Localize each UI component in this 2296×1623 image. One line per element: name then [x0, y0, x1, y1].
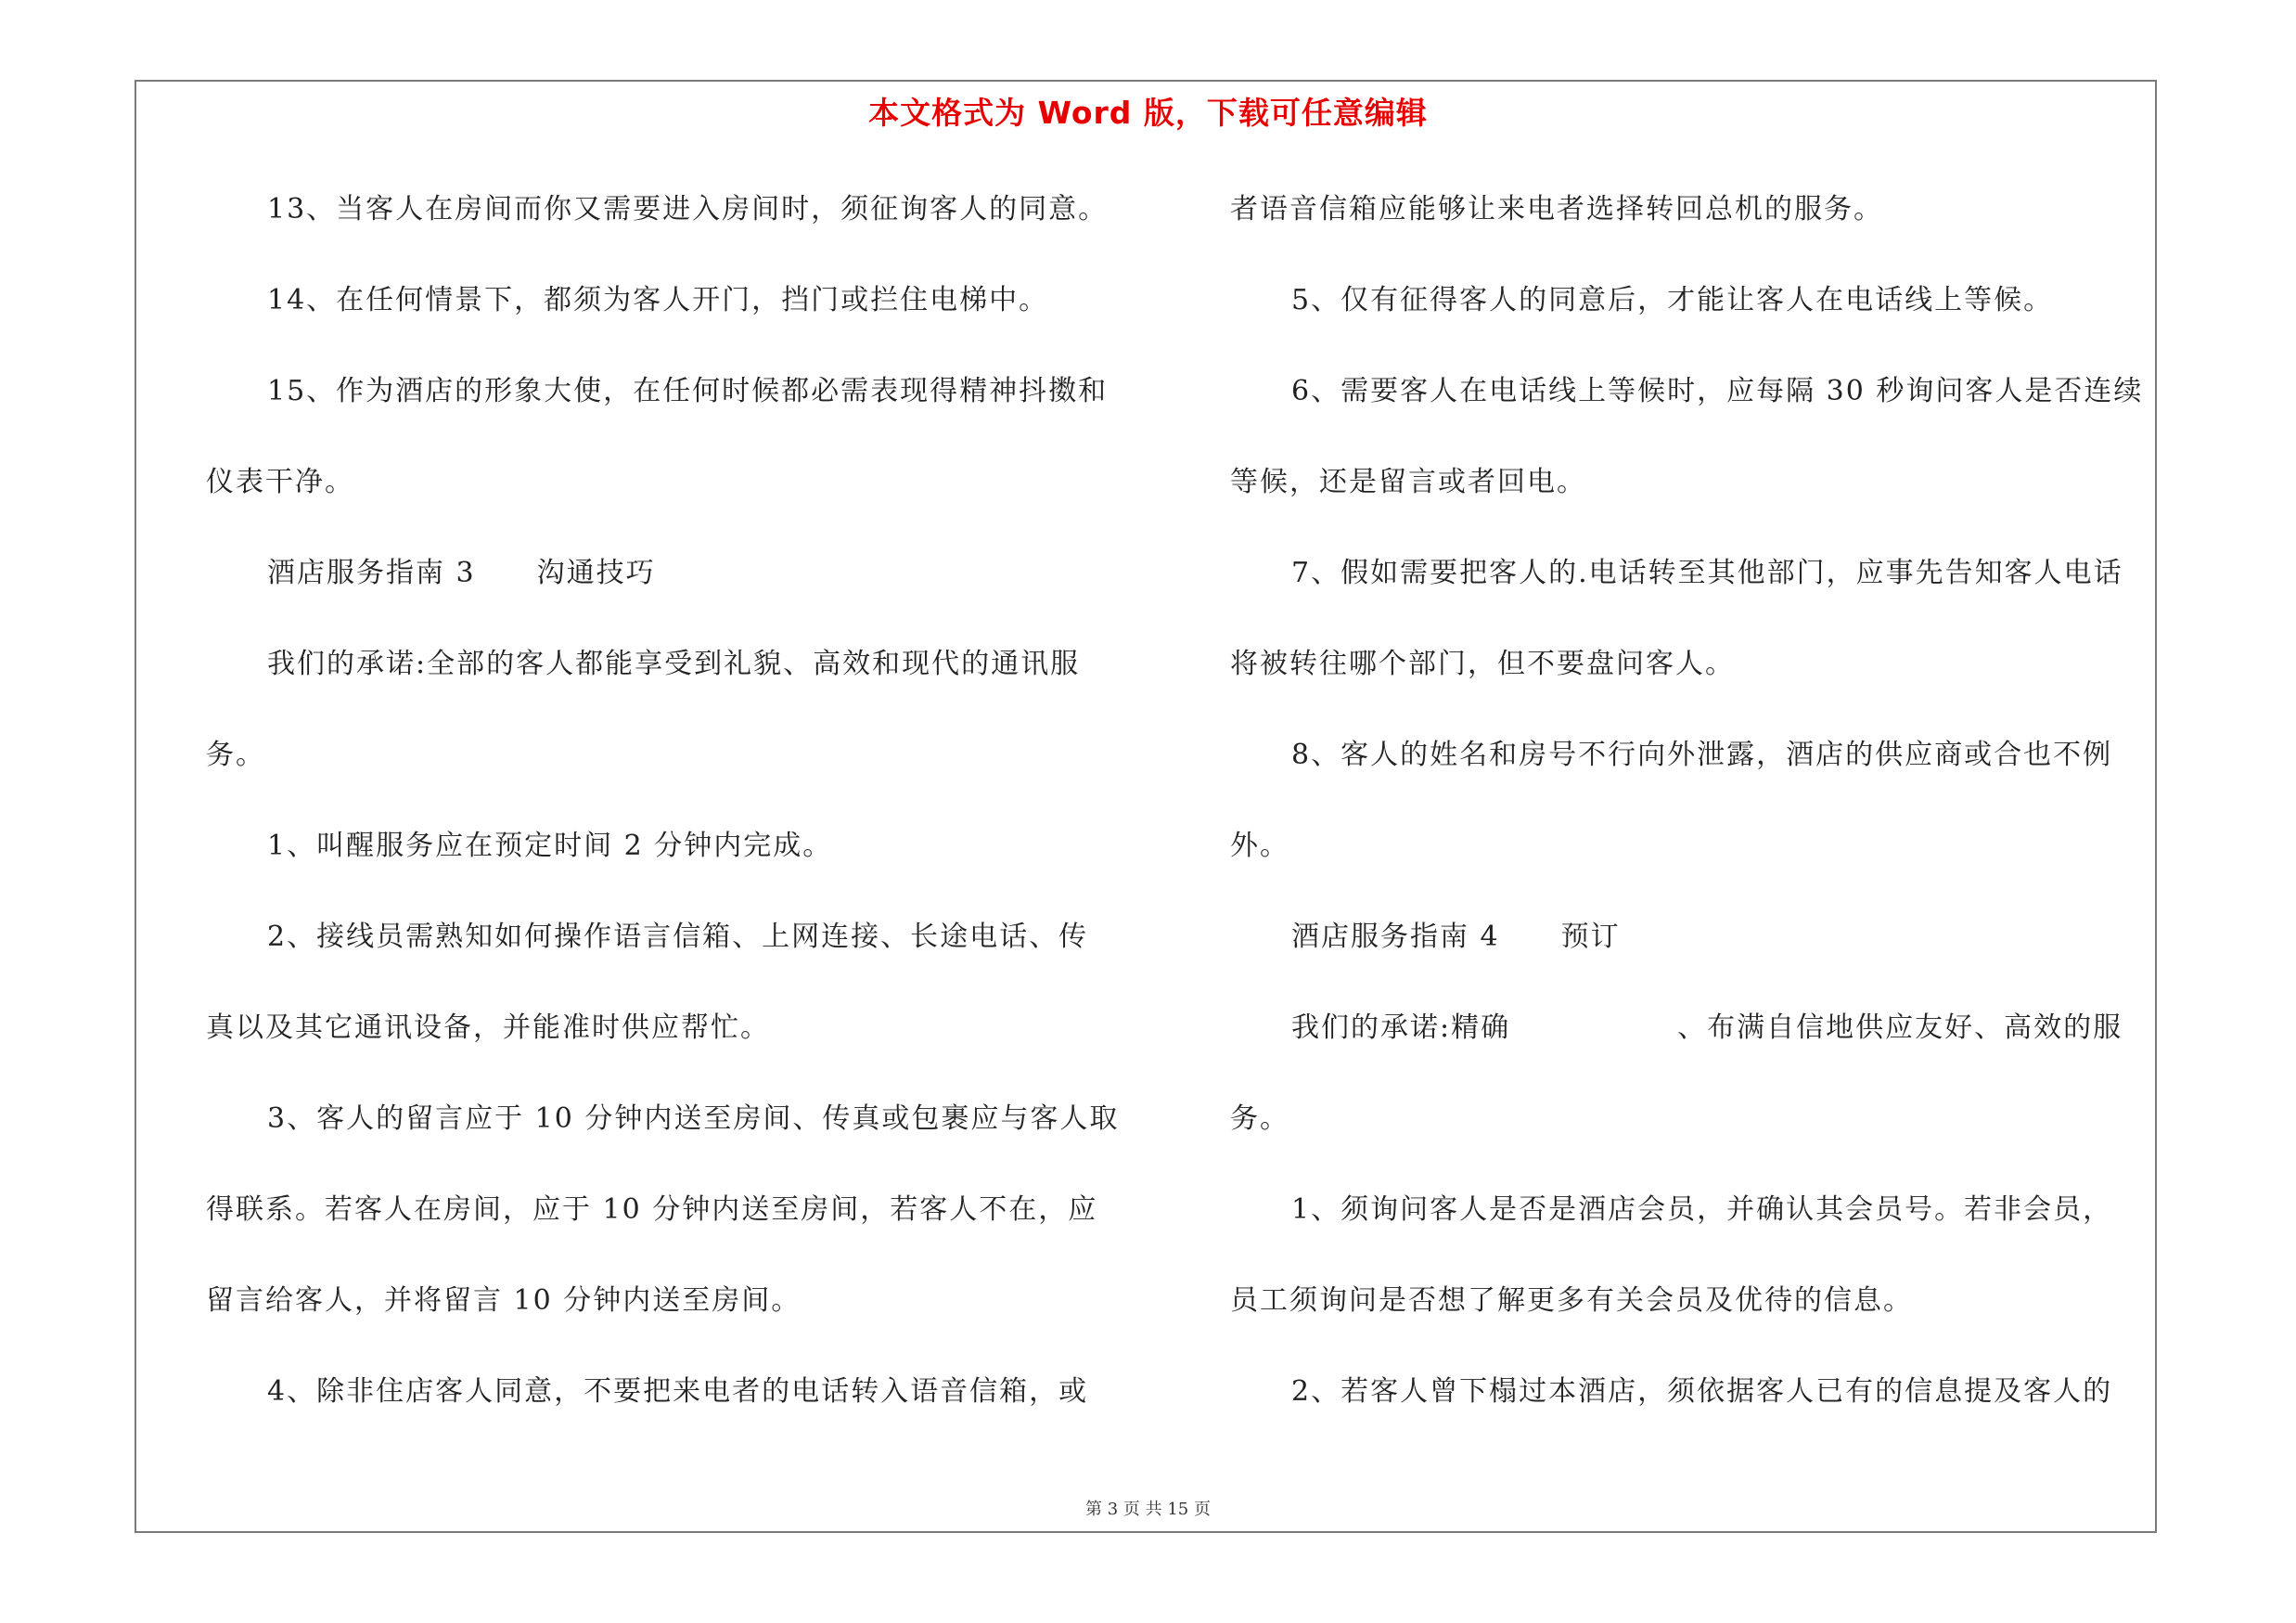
- line-text: 3、客人的留言应于 10 分钟内送至房间、传真或包裹应与客人取: [267, 1102, 1120, 1135]
- text-line: [206, 818, 1129, 909]
- line-text: 4、除非住店客人同意，不要把来电者的电话转入语音信箱，或: [267, 1375, 1089, 1408]
- text-line: [206, 1182, 1129, 1273]
- text-line: [1230, 637, 2148, 728]
- text-line: [206, 182, 1129, 273]
- text-line: [206, 637, 1129, 728]
- text-line: [1230, 364, 2148, 455]
- line-text: 我们的承诺:全部的客人都能享受到礼貌、高效和现代的通讯服: [267, 648, 1081, 680]
- text-line: [1230, 182, 2148, 273]
- line-text: 务。: [206, 739, 265, 771]
- text-line: [1230, 1091, 2148, 1182]
- text-line: [206, 909, 1129, 1000]
- text-line: [206, 1273, 1129, 1364]
- left-column: [206, 182, 1129, 1455]
- line-text: 仪表干净。: [206, 466, 354, 498]
- line-text: 我们的承诺:精确: [1291, 1011, 1511, 1044]
- text-line: [1230, 1364, 2148, 1455]
- text-line: [1230, 818, 2148, 909]
- line-text: 务。: [1230, 1102, 1289, 1135]
- right-column: [1230, 182, 2148, 1455]
- line-text: 留言给客人，并将留言 10 分钟内送至房间。: [206, 1284, 802, 1317]
- text-line: [1230, 1273, 2148, 1364]
- line-text: 酒店服务指南 3: [267, 557, 476, 589]
- line-text: 13、当客人在房间而你又需要进入房间时，须征询客人的同意。: [267, 193, 1109, 225]
- line-text: 将被转往哪个部门，但不要盘问客人。: [1230, 648, 1735, 680]
- text-line: [1230, 909, 2148, 1000]
- text-line: [206, 546, 1129, 637]
- line-text: 员工须询问是否想了解更多有关会员及优待的信息。: [1230, 1284, 1913, 1317]
- line-text: 得联系。若客人在房间，应于 10 分钟内送至房间，若客人不在，应: [206, 1193, 1098, 1226]
- line-text: 2、接线员需熟知如何操作语言信箱、上网连接、长途电话、传: [267, 921, 1089, 953]
- text-line: [1230, 546, 2148, 637]
- text-line: [1230, 728, 2148, 818]
- line-text-cont: 、布满自信地供应友好、高效的服: [1677, 1011, 2123, 1044]
- format-banner: 本文格式为 Word 版，下载可任意编辑: [868, 95, 1428, 131]
- text-line: [206, 1364, 1129, 1455]
- line-text-cont: 预订: [1560, 921, 1621, 953]
- line-text: 真以及其它通讯设备，并能准时供应帮忙。: [206, 1011, 770, 1044]
- line-text: 等候，还是留言或者回电。: [1230, 466, 1586, 498]
- line-text: 14、在任何情景下，都须为客人开门，挡门或拦住电梯中。: [267, 284, 1049, 316]
- line-text: 8、客人的姓名和房号不行向外泄露，酒店的供应商或合也不例: [1291, 739, 2113, 771]
- text-line: [1230, 1000, 2148, 1091]
- text-line: [206, 1000, 1129, 1091]
- text-line: [206, 1091, 1129, 1182]
- line-text: 外。: [1230, 830, 1289, 862]
- line-text: 15、作为酒店的形象大使，在任何时候都必需表现得精神抖擞和: [267, 375, 1109, 407]
- line-text: 者语音信箱应能够让来电者选择转回总机的服务。: [1230, 193, 1883, 225]
- text-line: [206, 455, 1129, 546]
- line-text: 酒店服务指南 4: [1291, 921, 1500, 953]
- page-footer: 第 3 页 共 15 页: [1085, 1500, 1211, 1519]
- line-text: 6、需要客人在电话线上等候时，应每隔 30 秒询问客人是否连续: [1291, 375, 2144, 407]
- line-text: 2、若客人曾下榻过本酒店，须依据客人已有的信息提及客人的: [1291, 1375, 2113, 1408]
- text-line: [1230, 455, 2148, 546]
- text-line: [206, 728, 1129, 818]
- text-line: [206, 364, 1129, 455]
- text-line: [206, 273, 1129, 364]
- line-text-cont: 沟通技巧: [536, 557, 656, 589]
- line-text: 7、假如需要把客人的.电话转至其他部门，应事先告知客人电话: [1291, 557, 2123, 589]
- line-text: 5、仅有征得客人的同意后，才能让客人在电话线上等候。: [1291, 284, 2054, 316]
- text-line: [1230, 273, 2148, 364]
- line-text: 1、叫醒服务应在预定时间 2 分钟内完成。: [267, 830, 833, 862]
- text-line: [1230, 1182, 2148, 1273]
- line-text: 1、须询问客人是否是酒店会员，并确认其会员号。若非会员，: [1291, 1193, 2113, 1226]
